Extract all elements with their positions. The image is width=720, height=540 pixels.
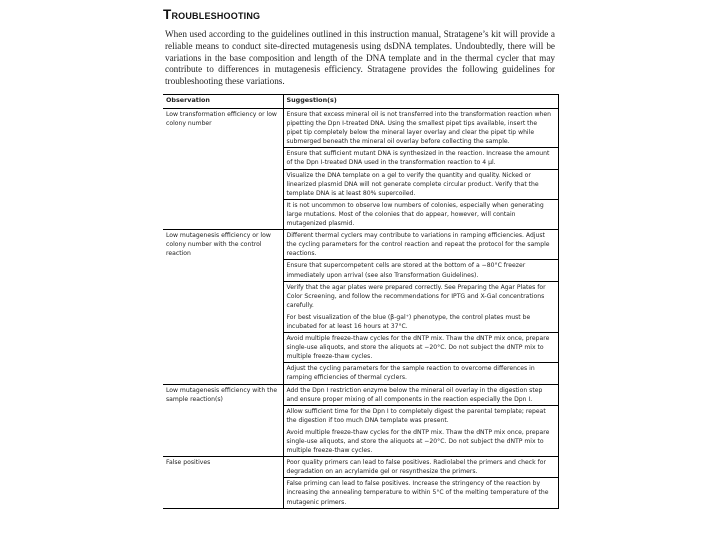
suggestion-cell [283, 478, 558, 508]
suggestion-cell [283, 333, 558, 363]
page-title: Troubleshooting [163, 7, 261, 22]
suggestion-text: False priming can lead to false positives. Increase the stringency of the reaction by increasing the annealing temperature to within 5°C of the melting temperature of the mutagenic primers. [286, 480, 549, 506]
suggestion-cell [283, 363, 558, 384]
suggestion-cell [283, 169, 558, 199]
suggestion-text: Allow sufficient time for the Dpn I to completely digest the parental template; repeat the digestion if too much DNA template was present. [286, 407, 546, 424]
column-header-observation: Observation [163, 95, 283, 109]
suggestion-text: Different thermal cyclers may contribute to variations in ramping efficiencies. Adjust the cycling parameters for the control reaction and repeat the protocol for the sample reactions. [286, 232, 550, 258]
suggestion-text: For best visualization of the blue (β-gal⁺) phenotype, the control plates must be incubated for at least 16 hours at 37°C. [286, 313, 531, 330]
suggestion-text: Visualize the DNA template on a gel to verify the quantity and quality. Nicked or linearized plasmid DNA will not generate complete circular product. Verify that the template DNA is at least 80% supercoiled. [286, 171, 539, 197]
suggestion-cell [283, 230, 558, 260]
suggestion-text: Add the Dpn I restriction enzyme below the mineral oil overlay in the digestion step and ensure proper mixing of all components in the reaction especially the Dpn I. [286, 386, 543, 403]
suggestion-text: Ensure that excess mineral oil is not transferred into the transformation reaction when pipetting the Dpn I-treated DNA. Using the smallest pipet tips available, insert the pipet tip completely below the mineral layer overlay and clear the pipet tip while submerged beneath the mineral oil overlay before collecting the sample. [286, 111, 551, 146]
suggestion-text: Avoid multiple freeze-thaw cycles for the dNTP mix. Thaw the dNTP mix once, prepare single-use aliquots, and store the aliquots at −20°C. Do not subject the dNTP mix to multiple freeze-thaw cycles. [286, 428, 550, 455]
suggestion-text: Ensure that sufficient mutant DNA is synthesized in the reaction. Increase the amount of the Dpn I-treated DNA used in the transformation reaction to 4 µl. [286, 150, 550, 167]
suggestion-cell [283, 405, 558, 456]
table-row [163, 230, 558, 260]
suggestion-cell [283, 148, 558, 169]
observation-cell: False positives [163, 457, 283, 508]
table-body [163, 109, 558, 509]
suggestion-text: Ensure that supercompetent cells are stored at the bottom of a −80°C freezer immediately upon arrival (see also Transformation Guidelines). [286, 262, 526, 279]
suggestion-cell [283, 109, 558, 148]
suggestion-cell [283, 384, 558, 405]
suggestion-text: It is not uncommon to observe low numbers of colonies, especially when generating large mutations. Most of the colonies that do appear, however, will contain mutagenized plasmid. [286, 201, 544, 228]
table-row [163, 109, 558, 148]
table-header-row [163, 95, 558, 109]
troubleshooting-table [163, 94, 559, 509]
suggestion-text: Verify that the agar plates were prepared correctly. See Preparing the Agar Plates for Color Screening, and follow the recommendations for IPTG and X-Gal concentrations carefully. [286, 283, 546, 309]
observation-cell: Low mutagenesis efficiency or low colony number with the control reaction [163, 230, 283, 384]
observation-cell: Low mutagenesis efficiency with the sample reaction(s) [163, 384, 283, 457]
table-row [163, 384, 558, 405]
suggestion-text: Poor quality primers can lead to false positives. Radiolabel the primers and check for degradation on an acrylamide gel or resynthesize the primers. [286, 459, 546, 476]
suggestion-cell [283, 199, 558, 229]
observation-cell: Low transformation efficiency or low colony number [163, 109, 283, 230]
suggestion-cell [283, 281, 558, 332]
intro-paragraph: When used according to the guidelines outlined in this instruction manual, Stratagene’s kit will provide a reliable means to conduct site-directed mutagenesis using dsDNA templates. Undoubtedly, there will be variations in the base composition and length of the DNA template and in the thermal cycler that may contribute to differences in mutagenesis efficiency. Stratagene provides the following guidelines for troubleshooting these variations. [165, 29, 555, 87]
suggestion-cell [283, 457, 558, 478]
suggestion-cell [283, 260, 558, 281]
column-header-suggestions: Suggestion(s) [283, 95, 558, 109]
suggestion-text: Avoid multiple freeze-thaw cycles for the dNTP mix. Thaw the dNTP mix once, prepare single-use aliquots, and store the aliquots at −20°C. Do not subject the dNTP mix to multiple freeze-thaw cycles. [286, 335, 550, 361]
suggestion-text: Adjust the cycling parameters for the sample reaction to overcome differences in ramping efficiencies of thermal cyclers. [286, 365, 535, 382]
table-row [163, 457, 558, 478]
